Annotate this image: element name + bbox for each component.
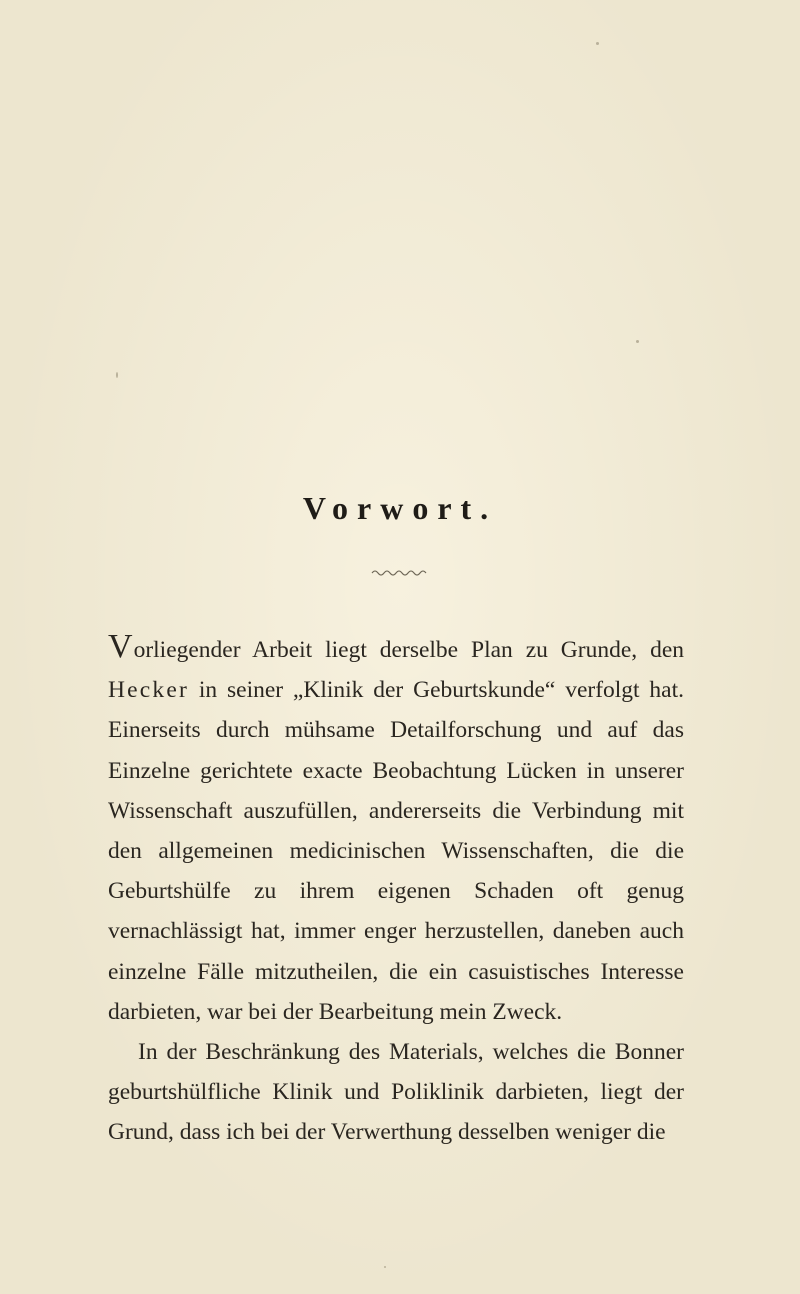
page-title: Vorwort. [302,490,498,526]
drop-cap: V [108,628,133,665]
paper-speck [596,42,599,45]
paragraph-1-text-b: in seiner „Klinik der Geburtskunde“ verfolgt hat. Einerseits durch mühsame Detailforschung und auf das Einzelne gerichtete exacte Beobachtung Lücken in unserer Wissenschaft auszufüllen, andererseits die Verbindung mit den allgemeinen medicinischen Wissenschaften, die die Geburtshülfe zu ihrem eigenen Schaden oft genug vernachlässigt hat, immer enger herzustellen, daneben auch einzelne Fälle mitzutheilen, die ein casuistisches Interesse darbieten, war bei der Bearbeitung mein Zweck. [108,677,684,1025]
paper-speck [116,372,118,378]
body-text [108,630,684,1153]
paragraph-2: In der Beschränkung des Materials, welches die Bonner geburtshülfliche Klinik und Poliklinik darbieten, liegt der Grund, dass ich bei der Verwerthung desselben weniger die [108,1039,684,1146]
wavy-ornament-icon [370,566,430,578]
paragraph-1 [108,630,684,1032]
author-name: Hecker [108,677,190,704]
paper-speck [636,340,639,343]
paper-speck [384,1266,386,1268]
paragraph-1-text-a: orliegender Arbeit liegt derselbe Plan zu Grunde, den [133,637,684,663]
